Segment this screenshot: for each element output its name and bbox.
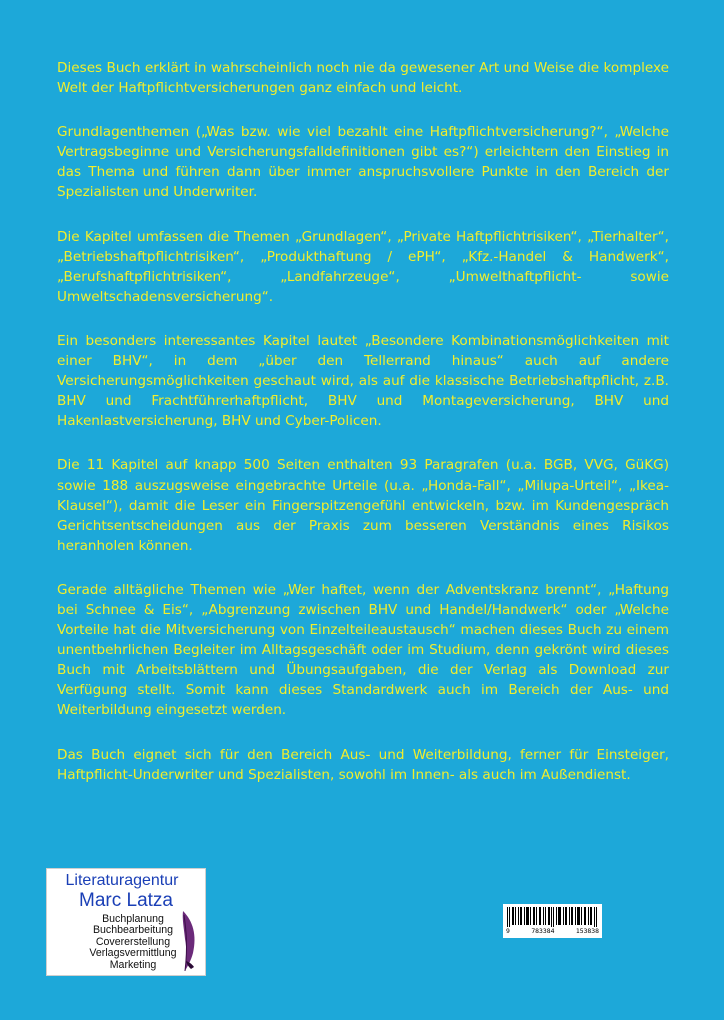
service-item: Buchplanung: [102, 913, 164, 925]
quill-feather-icon: [177, 909, 201, 973]
paragraph-intro: Dieses Buch erklärt in wahrscheinlich noch nie da gewesener Art und Weise die komplexe Welt der Haftpflichtversicherungen ganz einfach und leicht.: [57, 60, 669, 97]
paragraph-grundlagenthemen: Grundlagenthemen („Was bzw. wie viel bezahlt eine Haftpflichtversicherung?“, „Welche Vertragsbeginne und Versicherungsfalldefinitionen gibt es?“) erleichtern den Einstieg in das Thema und führen dann über immer anspruchsvollere Punkte in den Bereich der Spezialisten und Underwriter.: [57, 124, 669, 201]
service-item: Buchbearbeitung: [92, 924, 174, 937]
back-cover-text: [57, 58, 669, 809]
service-item: Marketing: [109, 958, 157, 971]
service-item: Covererstellung: [95, 935, 171, 948]
barcode-digits: [506, 927, 599, 935]
barcode-digit-group2: 153838: [575, 927, 599, 935]
logo-title-line1: Literaturagentur: [65, 872, 179, 889]
paragraph-besonderes-kapitel: Ein besonders interessantes Kapitel lautet „Besondere Kombinationsmöglichkeiten mit einer BHV“, in dem „über den Tellerrand hinaus“ auch auf andere Versicherungsmöglichkeiten geschaut wird, als auf die klassische Betriebshaftpflicht, z.B. BHV und Frachtführerhaftpflicht, BHV und Montageversicherung, BHV und Hakenlastversicherung, BHV und Cyber-Policen.: [57, 332, 669, 430]
paragraph-alltagsthemen: Gerade alltägliche Themen wie „Wer haftet, wenn der Adventskranz brennt“, „Haftung bei Schnee & Eis“, „Abgrenzung zwischen BHV und Handel/Handwerk“ oder „Welche Vorteile hat die Mitversicherung von Einzelteileaustausch“ machen dieses Buch zu einem unentbehrlichen Begleiter im Alltagsgeschäft oder im Studium, denn gekrönt wird dieses Buch mit Arbeitsblättern und Übungsaufgaben, die der Verlag als Download zur Verfügung stellt. Somit kann dieses Standardwerk auch im Bereich der Aus- und Weiterbildung eingesetzt werden.: [57, 581, 669, 719]
paragraph-umfang: Die 11 Kapitel auf knapp 500 Seiten enthalten 93 Paragrafen (u.a. BGB, VVG, GüKG) sowie 188 auszugsweise eingebrachte Urteile (u.a. „Honda-Fall“, „Milupa-Urteil“, „Ikea-Klausel“), damit die Leser ein Fingerspitzengefühl entwickeln, bzw. im Kundengespräch Gerichtsentscheidungen aus der Praxis zum besseren Verständnis eines Risikos heranholen können.: [57, 457, 669, 554]
literaturagentur-logo: [46, 868, 206, 976]
paragraph-zielgruppe: Das Buch eignet sich für den Bereich Aus- und Weiterbildung, ferner für Einsteiger, Haftpflicht-Underwriter und Spezialisten, sowohl im Innen- als auch im Außendienst.: [57, 746, 669, 783]
paragraph-kapitel: Die Kapitel umfassen die Themen „Grundlagen“, „Private Haftpflichtrisiken“, „Tierhalter“, „Betriebshaftpflichtrisiken“, „Produkthaftung / ePH“, „Kfz.-Handel & Handwerk“, „Berufshaftpflichtrisiken“, „Landfahrzeuge“, „Umwelthaftpflicht- sowie Umweltschadensversicherung“.: [57, 228, 669, 305]
barcode-bars: [503, 904, 602, 928]
barcode-digit-prefix: 9: [506, 927, 510, 935]
isbn-barcode: [503, 904, 602, 938]
barcode-digit-group1: 783384: [531, 927, 555, 935]
logo-services-list: [77, 914, 189, 971]
service-item: Verlagsvermittlung: [89, 947, 177, 960]
logo-title-line2: Marc Latza: [79, 890, 173, 911]
